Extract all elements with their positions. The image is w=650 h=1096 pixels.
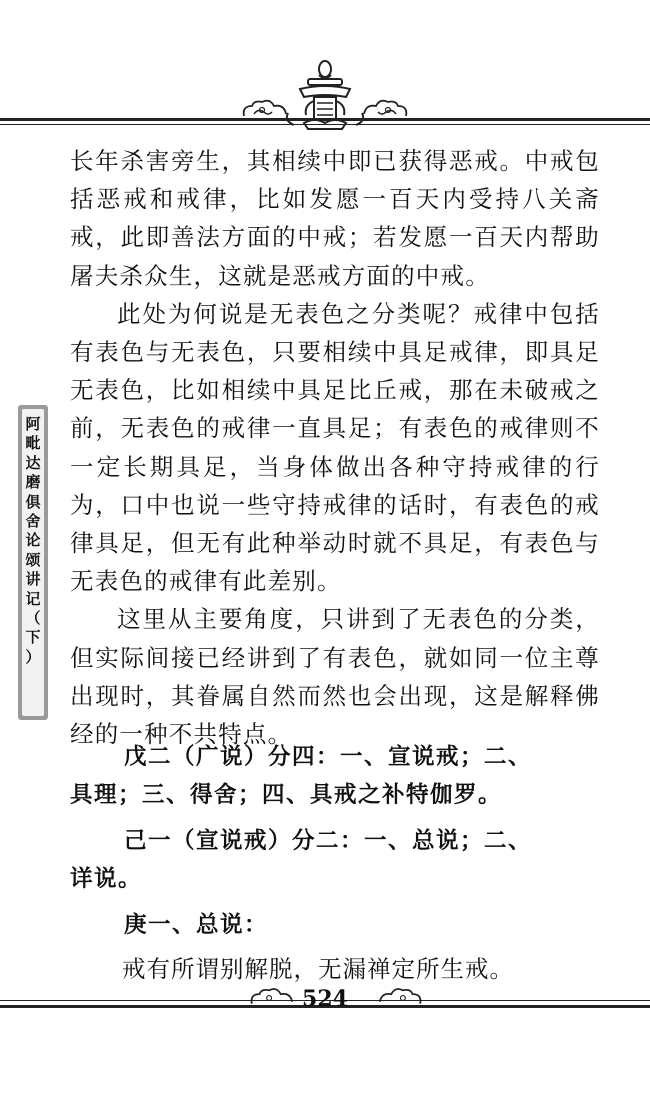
side-title-char: 毗 [25, 434, 41, 453]
side-title-char: 阿 [25, 415, 41, 433]
paragraph-2: 此处为何说是无表色之分类呢？戒律中包括有表色与无表色，只要相续中具足戒律，即具足无表色，比如相续中具足比丘戒，那在未破戒之前，无表色的戒律一直具足；有表色的戒律则不一定长期具足，当身体做出各种守持戒律的行为，口中也说一些守持戒律的话时，有表色的戒律具足，但无有此种举动时就不具足，有表色与无表色的戒律有此差别。 [70, 299, 600, 596]
header-rule [0, 118, 650, 130]
side-title-char: 论 [25, 531, 41, 550]
paragraph-1: 长年杀害旁生，其相续中即已获得恶戒。中戒包括恶戒和戒律，比如发愿一百天内受持八关斋戒，此即善法方面的中戒；若发愿一百天内帮助屠夫杀众生，这就是恶戒方面的中戒。 [70, 147, 600, 290]
page-number: 524 [302, 986, 348, 1012]
side-title-char: （ [25, 609, 41, 628]
section-heading-1-line-1: 戊二（广说）分四：一、宣说戒；二、 [124, 744, 533, 770]
section-heading-2-line-2: 详说。 [70, 866, 143, 892]
side-title-char: 讲 [25, 570, 41, 589]
side-title-char: 舍 [25, 512, 41, 531]
section-heading-2-line-1: 己一（宣说戒）分二：一、总说；二、 [124, 828, 533, 854]
section-heading-1-line-2: 具理；三、得舍；四、具戒之补特伽罗。 [70, 782, 503, 808]
side-title-char: 记 [25, 589, 41, 608]
side-title-char: 达 [25, 453, 41, 472]
side-title-char: ） [25, 647, 41, 666]
book-title-vertical [18, 415, 48, 667]
verse-line: 戒有所谓别解脱，无漏禅定所生戒。 [122, 955, 514, 983]
section-heading-3: 庚一、总说： [124, 912, 269, 938]
side-title-char: 颂 [25, 550, 41, 569]
paragraph-3: 这里从主要角度，只讲到了无表色的分类，但实际间接已经讲到了有表色，就如同一位主尊出现时，其眷属自然而然也会出现，这是解释佛经的一种不共特点。 [70, 605, 600, 749]
side-title-char: 俱 [25, 492, 41, 511]
main-text [70, 142, 600, 753]
side-title-char: 下 [25, 628, 41, 647]
side-title-char: 磨 [25, 473, 41, 492]
book-title-side-tab [18, 405, 48, 720]
